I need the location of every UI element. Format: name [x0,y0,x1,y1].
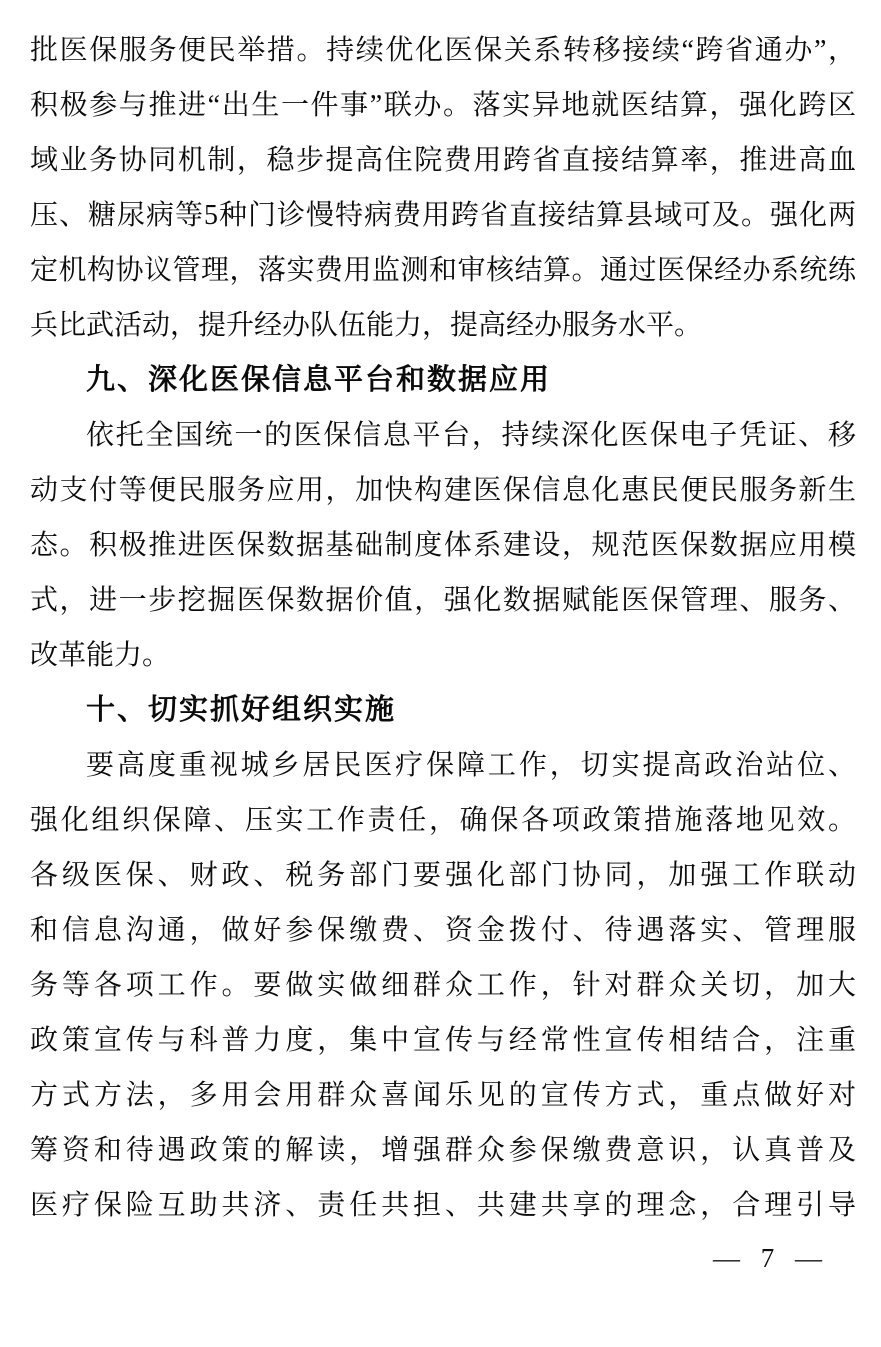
text-line: 医疗保险互助共济、责任共担、共建共享的理念，合理引导 [30,1190,856,1221]
text-line: 和信息沟通，做好参保缴费、资金拨付、待遇落实、管理服 [30,915,856,946]
page-footer [0,1238,822,1278]
text-line: 方式方法，多用会用群众喜闻乐见的宣传方式，重点做好对 [30,1080,856,1111]
text-line: 压、糖尿病等5种门诊慢特病费用跨省直接结算县域可及。强化两 [30,200,856,231]
section-heading: 九、深化医保信息平台和数据应用 [86,364,552,396]
text-line: 积极参与推进“出生一件事”联办。落实异地就医结算，强化跨区 [30,90,856,121]
text-line: 域业务协同机制，稳步提高住院费用跨省直接结算率，推进高血 [30,145,856,176]
text-line: 动支付等便民服务应用，加快构建医保信息化惠民便民服务新生 [30,475,856,506]
text-line: 式，进一步挖掘医保数据价值，强化数据赋能医保管理、服务、 [30,585,856,616]
text-line: 要高度重视城乡居民医疗保障工作，切实提高政治站位、 [86,750,856,781]
text-line: 政策宣传与科普力度，集中宣传与经常性宣传相结合，注重 [30,1025,856,1056]
text-line: 务等各项工作。要做实做细群众工作，针对群众关切，加大 [30,970,856,1001]
page-number: — 7 — [713,1243,822,1273]
section-heading: 十、切实抓好组织实施 [86,694,397,726]
text-line: 改革能力。 [30,640,171,671]
text-line: 筹资和待遇政策的解读，增强群众参保缴费意识，认真普及 [30,1135,856,1166]
text-line: 批医保服务便民举措。持续优化医保关系转移接续“跨省通办”， [30,35,856,66]
text-line: 态。积极推进医保数据基础制度体系建设，规范医保数据应用模 [30,530,856,561]
text-line: 依托全国统一的医保信息平台，持续深化医保电子凭证、移 [86,420,856,451]
text-line: 强化组织保障、压实工作责任，确保各项政策措施落地见效。 [30,805,856,836]
document-body [30,23,856,1233]
text-line: 各级医保、财政、税务部门要强化部门协同，加强工作联动 [30,860,856,891]
text-line: 兵比武活动，提升经办队伍能力，提高经办服务水平。 [30,310,703,341]
text-line: 定机构协议管理，落实费用监测和审核结算。通过医保经办系统练 [30,255,856,286]
